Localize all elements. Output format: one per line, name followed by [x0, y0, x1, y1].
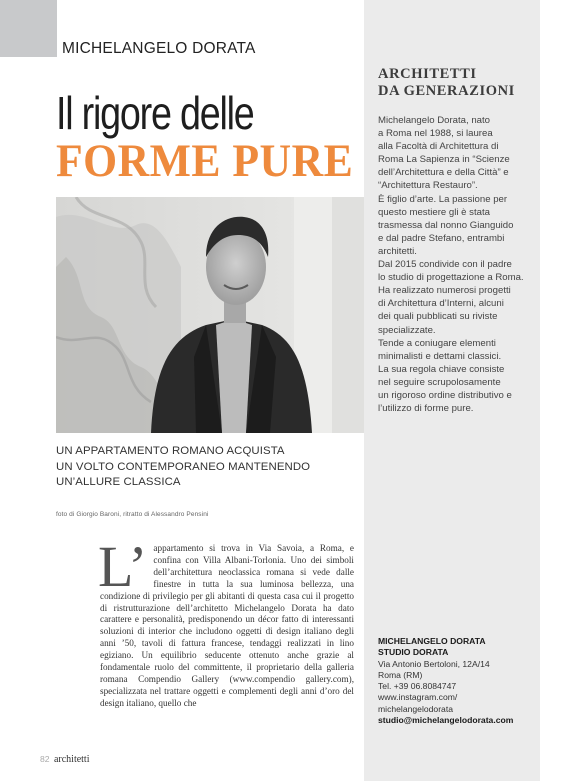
bio-line: specializzate.: [378, 324, 436, 336]
bio-line: l’utilizzo di forme pure.: [378, 403, 474, 415]
bio-line: dei quali pubblicati su riviste: [378, 311, 498, 323]
contact-phone: Tel. +39 06.8084747: [378, 681, 457, 692]
page-title-line1: Il rigore delle: [56, 87, 254, 139]
sidebar-heading-line2: DA GENERAZIONI: [378, 83, 515, 99]
article-subtitle: [56, 444, 310, 491]
author-name: MICHELANGELO DORATA: [62, 40, 256, 57]
subtitle-line: UN VOLTO CONTEMPORANEO MANTENENDO: [56, 460, 311, 473]
contact-instagram-line2[interactable]: michelangelodorata: [378, 703, 454, 714]
bio-line: dell’Architettura e della Città” e: [378, 167, 509, 179]
contact-box: [378, 636, 538, 726]
sidebar-bio: [378, 114, 540, 415]
sidebar-heading-line1: ARCHITETTI: [378, 66, 477, 82]
bio-line: Michelangelo Dorata, nato: [378, 115, 490, 126]
bio-line: e dal padre Stefano, entrambi: [378, 232, 505, 244]
bio-line: Tende a coniugare elementi: [378, 337, 496, 349]
bio-line: Dal 2015 condivide con il padre: [378, 259, 512, 271]
bio-line: “Architettura Restauro”.: [378, 180, 478, 192]
magazine-name: architetti: [53, 754, 90, 765]
photo-credit: foto di Giorgio Baroni, ritratto di Alessandro Pensini: [56, 511, 209, 518]
contact-email[interactable]: studio@michelangelodorata.com: [378, 715, 514, 726]
portrait-photo: [56, 197, 364, 433]
bio-line: minimalisti e dettami classici.: [378, 350, 502, 362]
sidebar-heading: [378, 66, 515, 100]
bio-line: lo studio di progettazione a Roma.: [378, 272, 524, 284]
contact-name: MICHELANGELO DORATA: [378, 636, 486, 646]
bio-line: trasmessa dal nonno Gianguido: [378, 219, 514, 231]
bio-line: alla Facoltà di Architettura di: [378, 141, 499, 153]
contact-address: Via Antonio Bertoloni, 12A/14: [378, 658, 490, 669]
page-footer: [40, 754, 90, 765]
bio-line: a Roma nel 1988, si laurea: [378, 128, 493, 140]
article-text: appartamento si trova in Via Savoia, a Roma, e confina con Villa Albani-Torlonia. Uno dei simboli dell’architettura neoclassica romana si vede dalle finestre in tutta la sua luminosa bellezza, una condizione di privilegio per gli abitanti di questa casa cui il progetto di ristrutturazione dell’architetto Michelangelo Dorata ha dato carattere e personalità, predisponendo un décor fatto di interessanti soluzioni di interior che includono oggetti di design italiano degli anni ’50, tavoli di fattura francese, tendaggi realizzati in lino egiziano. Un equilibrio seducente ottenuto anche grazie al fondamentale ruolo del committente, il proprietario della galleria romana Compendio Gallery (www.compendio gallery.com), specializzata nel trattare oggetti e complementi degli anni d’oro del design italiano, quello che: [100, 543, 354, 708]
bio-line: di Architettura d’Interni, alcuni: [378, 298, 504, 310]
corner-color-block: [0, 0, 57, 57]
subtitle-line: UN APPARTAMENTO ROMANO ACQUISTA: [56, 445, 285, 457]
contact-city: Roma (RM): [378, 669, 423, 680]
bio-line: La sua regola chiave consiste: [378, 363, 505, 375]
bio-line: nel seguire scrupolosamente: [378, 376, 501, 388]
bio-line: Roma La Sapienza in “Scienze: [378, 154, 510, 166]
subtitle-line: UN’ALLURE CLASSICA: [56, 476, 181, 488]
article-body: [98, 534, 354, 710]
page-title-line2: FORME PURE: [56, 135, 354, 187]
bio-line: un rigoroso ordine distributivo e: [378, 389, 512, 401]
drop-cap: L’: [98, 534, 148, 599]
bio-line: Ha realizzato numerosi progetti: [378, 285, 511, 297]
page-number: 82: [40, 754, 50, 764]
bio-line: questo mestiere gli è stata: [378, 206, 490, 218]
contact-studio: STUDIO DORATA: [378, 647, 449, 658]
bio-line: architetti.: [378, 245, 417, 257]
bio-line: È figlio d’arte. La passione per: [378, 193, 508, 205]
contact-instagram-line1[interactable]: www.instagram.com/: [378, 692, 458, 703]
